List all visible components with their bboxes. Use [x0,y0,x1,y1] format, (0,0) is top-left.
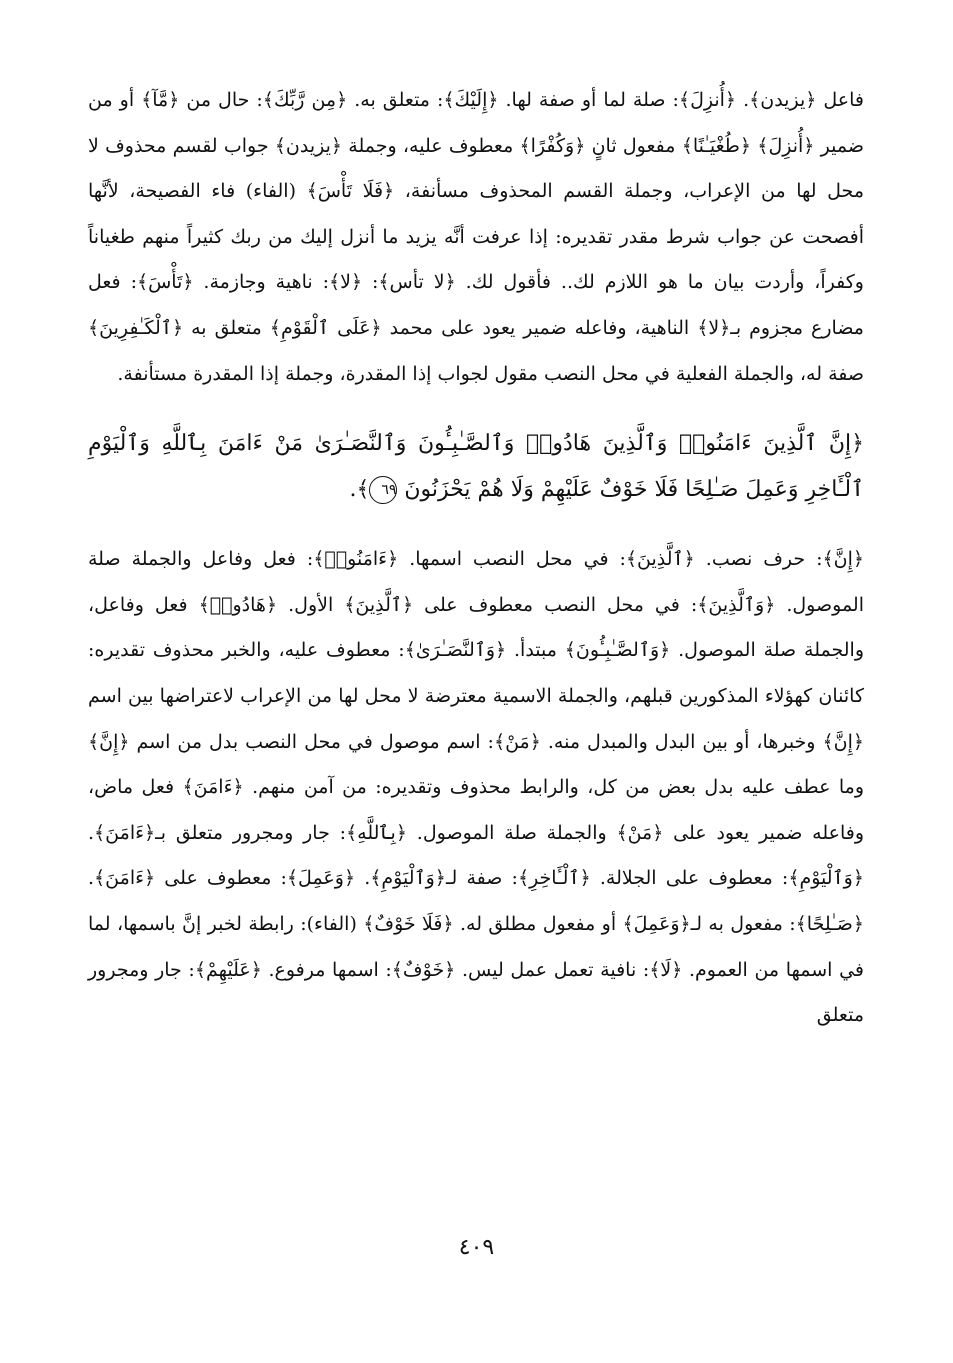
quran-verse [88,421,864,513]
page-number: ٤٠٩ [458,1235,495,1260]
verse-text: ﴿إِنَّ ٱلَّذِينَ ءَامَنُوا۟ وَٱلَّذِينَ هَادُوا۟ وَٱلصَّـٰبِـُٔونَ وَٱلنَّصَـٰرَىٰ مَنْ ءَامَنَ بِٱللَّهِ وَٱلْيَوْمِ ٱلْـَٔاخِرِ وَعَمِلَ صَـٰلِحًا فَلَا خَوْفٌ عَلَيْهِمْ وَلَا هُمْ يَحْزَنُونَ [88,431,864,503]
ayah-number-mark: ٦٩ [369,476,397,504]
commentary-paragraph-2: ﴿إِنَّ﴾: حرف نصب. ﴿ٱلَّذِينَ﴾: في محل النصب اسمها. ﴿ءَامَنُوا۟﴾: فعل وفاعل والجملة صلة الموصول. ﴿وَٱلَّذِينَ﴾: في محل النصب معطوف على ﴿ٱلَّذِينَ﴾ الأول. ﴿هَادُوا۟﴾ فعل وفاعل، والجملة صلة الموصول. ﴿وَٱلصَّـٰبِـُٔونَ﴾ مبتدأ. ﴿وَٱلنَّصَـٰرَىٰ﴾: معطوف عليه، والخبر محذوف تقديره: كائنان كهؤلاء المذكورين قبلهم، والجملة الاسمية معترضة لا محل لها من الإعراب لاعتراضها بين اسم ﴿إِنَّ﴾ وخبرها، أو بين البدل والمبدل منه. ﴿مَنْ﴾: اسم موصول في محل النصب بدل من اسم ﴿إِنَّ﴾ وما عطف عليه بدل بعض من كل، والرابط محذوف وتقديره: من آمن منهم. ﴿ءَامَنَ﴾ فعل ماض، وفاعله ضمير يعود على ﴿مَنْ﴾ والجملة صلة الموصول. ﴿بِٱللَّهِ﴾: جار ومجرور متعلق بـ﴿ءَامَنَ﴾. ﴿وَٱلْيَوْمِ﴾: معطوف على الجلالة. ﴿ٱلْـَٔاخِرِ﴾: صفة لـ﴿وَٱلْيَوْمِ﴾. ﴿وَعَمِلَ﴾: معطوف على ﴿ءَامَنَ﴾. ﴿صَـٰلِحًا﴾: مفعول به لـ﴿وَعَمِلَ﴾ أو مفعول مطلق له. ﴿فَلَا خَوْفٌ﴾ (الفاء): رابطة لخبر إنَّ باسمها، لما في اسمها من العموم. ﴿لَا﴾: نافية تعمل عمل ليس. ﴿خَوْفٌ﴾: اسمها مرفوع. ﴿عَلَيْهِمْ﴾: جار ومجرور متعلق [88,548,865,1027]
page-body [88,78,864,1039]
verse-closing: ﴾. [349,477,370,503]
commentary-paragraph-1: فاعل ﴿يزيدن﴾. ﴿أُنزِلَ﴾: صلة لما أو صفة لها. ﴿إِلَيْكَ﴾: متعلق به. ﴿مِن رَّبِّكَ﴾: حال من ﴿مَّآ﴾ أو من ضمير ﴿أُنزِلَ﴾ ﴿طُغْيَـٰنًا﴾ مفعول ثانٍ ﴿وَكُفْرًا﴾ معطوف عليه، وجملة ﴿يزيدن﴾ جواب لقسم محذوف لا محل لها من الإعراب، وجملة القسم المحذوف مسأنفة، ﴿فَلَا تَأْسَ﴾ (الفاء) فاء الفصيحة، لأنَّها أفصحت عن جواب شرط مقدر تقديره: إذا عرفت أنَّه يزيد ما أنزل إليك من ربك كثيراً منهم طغياناً وكفراً، وأردت بيان ما هو اللازم لك.. فأقول لك. ﴿لا تأس﴾: ﴿لا﴾: ناهية وجازمة. ﴿تَأْسَ﴾: فعل مضارع مجزوم بـ﴿لا﴾ الناهية، وفاعله ضمير يعود على محمد ﴿عَلَى ٱلْقَوْمِ﴾ متعلق به ﴿ٱلْكَـٰفِرِينَ﴾ صفة له، والجملة الفعلية في محل النصب مقول لجواب إذا المقدرة، وجملة إذا المقدرة مستأنفة. [88,89,864,385]
